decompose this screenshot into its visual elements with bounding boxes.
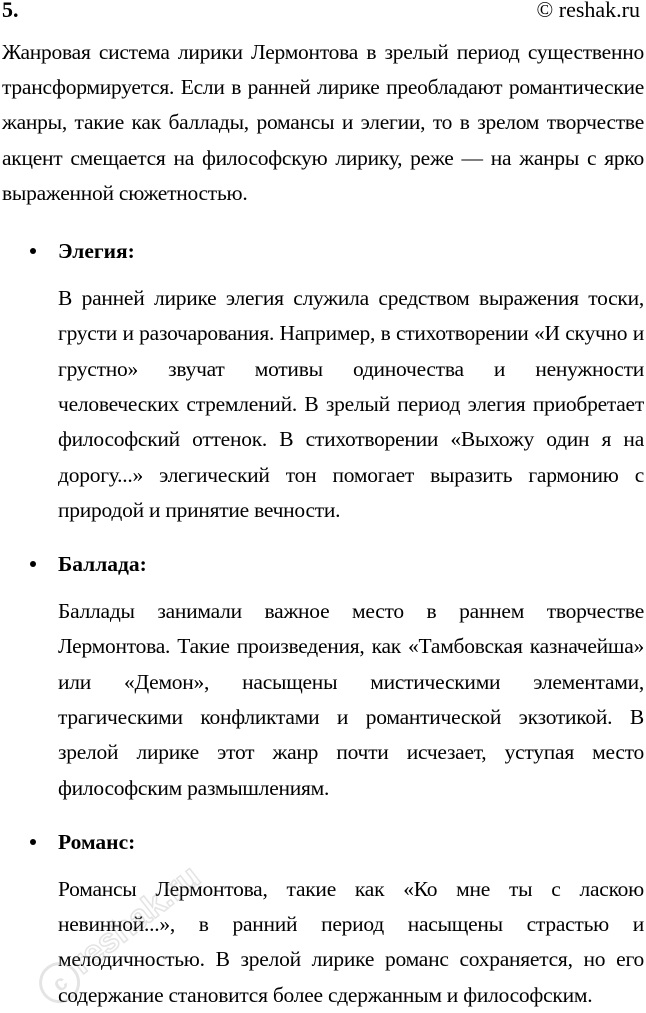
genre-item-romance: [2, 822, 644, 1013]
watermark-text: reshak.ru: [63, 857, 208, 982]
genre-text: Романсы Лермонтова, такие как «Ко мне ты с ласкою невинной...», в ранний период насыщены страстью и мелодичностью. В зрелой лирике романс сохраняется, но его содержание становится более сдержанным и философским.: [58, 876, 644, 1007]
genre-list: [2, 231, 644, 1013]
bullet-icon: [30, 839, 36, 845]
copyright-letter-icon: c: [47, 969, 73, 997]
genre-text: В ранней лирике элегия служила средством выражения тоски, грусти и разочарования. Например, в стихотворении «И скучно и грустно» звучат мотивы одиночества и ненужности человеческих стремлений. В зрелый период элегия приобретает философский оттенок. В стихотворении «Выхожу один я на дорогу...» элегический тон помогает выразить гармонию с природой и принятие вечности.: [58, 286, 644, 522]
bullet-icon: [30, 561, 36, 567]
genre-title: Баллада:: [58, 552, 147, 577]
genre-title: Элегия:: [58, 239, 135, 264]
genre-title: Романс:: [58, 829, 136, 854]
intro-paragraph: Жанровая система лирики Лермонтова в зрелый период существенно трансформируется. Если в ранней лирике преобладают романтические жанры, такие как баллады, романсы и элегии, то в зрелом творчестве акцент смещается на философскую лирику, реже — на жанры с ярко выраженной сюжетностью.: [2, 40, 644, 205]
site-credit: © reshak.ru: [536, 0, 640, 22]
bullet-icon: [30, 248, 36, 254]
page-header: [0, 0, 646, 26]
document-content: [2, 35, 644, 1013]
task-number: 5.: [2, 0, 19, 22]
genre-item-ballad: [2, 544, 644, 806]
genre-item-elegy: [2, 231, 644, 528]
genre-text: Баллады занимали важное место в раннем творчестве Лермонтова. Такие произведения, как «Тамбовская казначейша» или «Демон», насыщены мистическими элементами, трагическими конфликтами и романтической экзотикой. В зрелой лирике этот жанр почти исчезает, уступая место философским размышлениям.: [58, 599, 644, 800]
